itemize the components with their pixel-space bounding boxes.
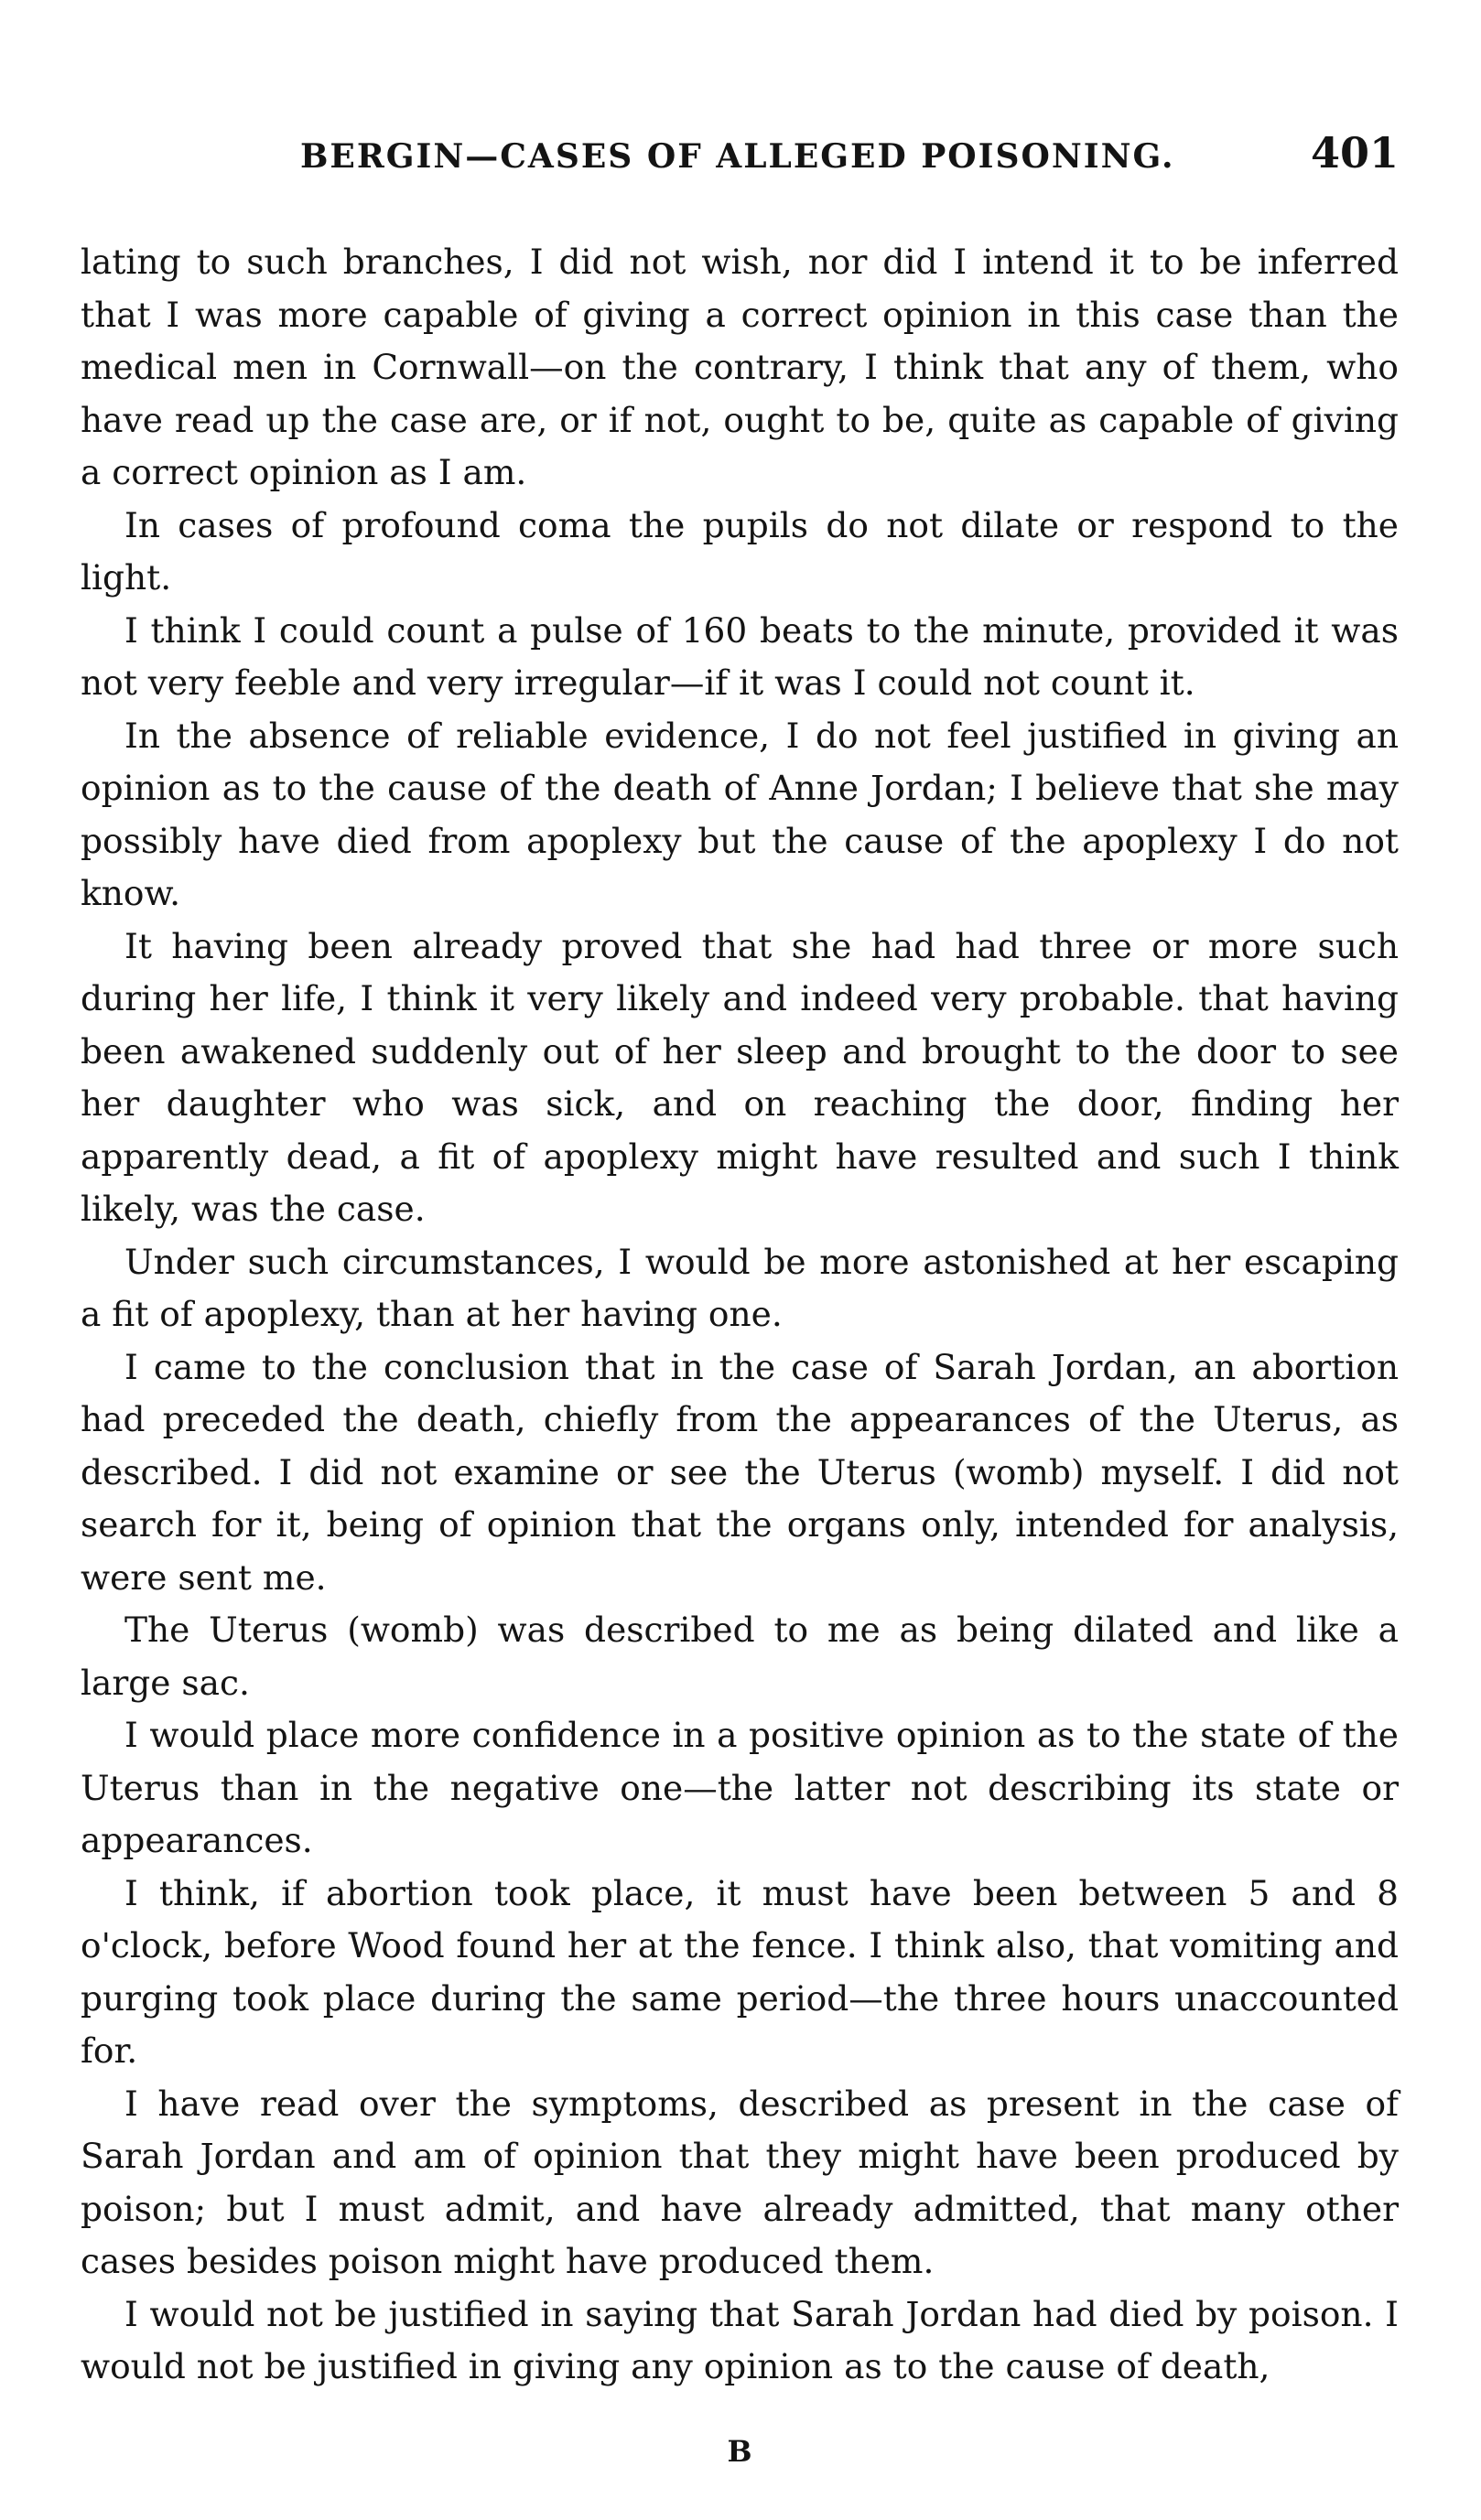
paragraph: It having been already proved that she had had three or more such during her life, I think it very likely and indeed very probable. that having been awakened suddenly out of her sleep and brought to the door to see her daughter who was sick, and on reaching the door, finding her apparently dead, a fit of apoplexy might have resulted and such I think likely, was the case. (81, 925, 1399, 1229)
paragraph: I would not be justified in saying that Sarah Jordan had died by poison. I would not be justified in giving any opinion as to the cause of death, (81, 2293, 1399, 2386)
paragraph: I think I could count a pulse of 160 beats to the minute, provided it was not very feeble and very irregular—if it was I could not count it. (81, 609, 1399, 703)
page-number: 401 (1310, 128, 1399, 178)
page-header (81, 128, 1399, 198)
paragraph: I think, if abortion took place, it must have been between 5 and 8 o'clock, before Wood found her at the fence. I think also, that vomiting and purging took place during the same period—the three hours unaccounted for. (81, 1872, 1399, 2071)
paragraph: The Uterus (womb) was described to me as being dilated and like a large sac. (81, 1610, 1399, 1703)
body-text (81, 236, 1399, 2394)
paragraph: Under such circumstances, I would be more astonished at her escaping a fit of apoplexy, than at her having one. (81, 1241, 1399, 1334)
signature-mark: B (727, 2434, 752, 2469)
running-head: BERGIN—CASES OF ALLEGED POISONING. (300, 137, 1175, 176)
paragraph: I came to the conclusion that in the case of Sarah Jordan, an abortion had preceded the death, chiefly from the appearances of the Uterus, as described. I did not examine or see the Uterus (womb) myself. I did not search for it, being of opinion that the organs only, intended for analysis, were sent me. (81, 1346, 1399, 1598)
paragraph: I would place more confidence in a positive opinion as to the state of the Uterus than in the negative one—the latter not describing its state or appearances. (81, 1715, 1399, 1860)
book-page (81, 128, 1399, 2471)
paragraph: I have read over the symptoms, described as present in the case of Sarah Jordan and am of opinion that they might have been produced by poison; but I must admit, and have already admitted, that many other cases besides poison might have produced them. (81, 2083, 1399, 2281)
paragraph: In cases of profound coma the pupils do not dilate or respond to the light. (81, 504, 1399, 598)
paragraph: In the absence of reliable evidence, I do not feel justified in giving an opinion as to the cause of the death of Anne Jordan; I believe that she may possibly have died from apoplexy but the cause of the apoplexy I do not know. (81, 715, 1399, 913)
paragraph-continued: lating to such branches, I did not wish, nor did I intend it to be inferred that I was more capable of giving a correct opinion in this case than the medical men in Cornwall—on the contrary, I think that any of them, who have read up the case are, or if not, ought to be, quite as capable of giving a correct opinion as I am. (81, 242, 1399, 492)
